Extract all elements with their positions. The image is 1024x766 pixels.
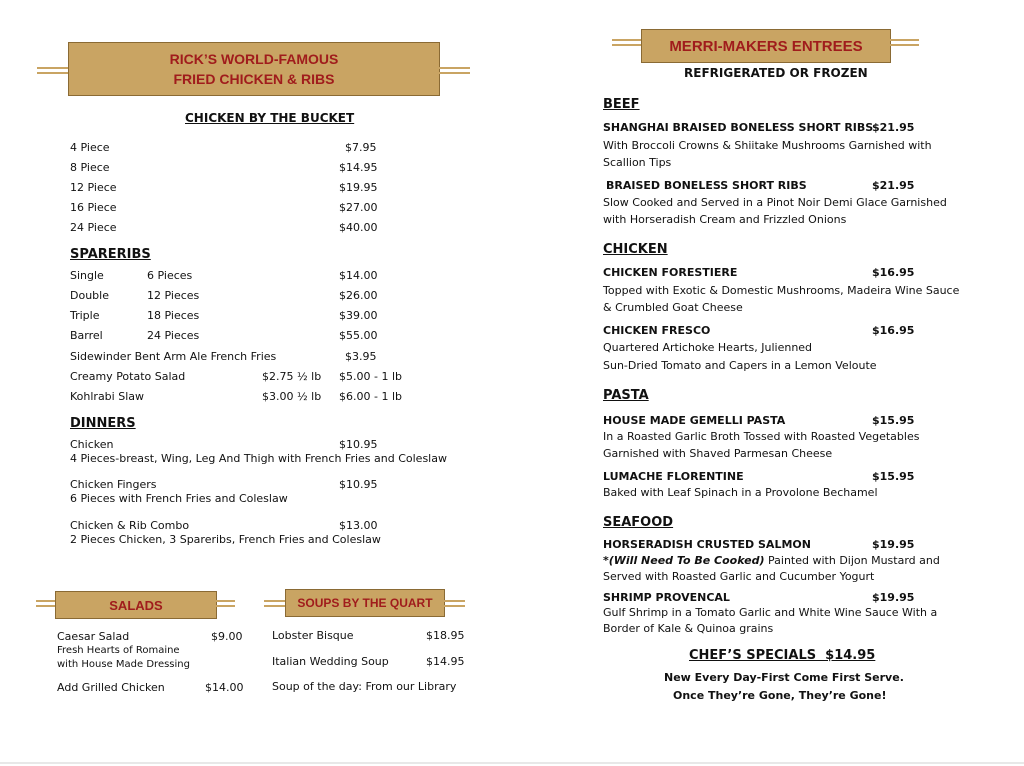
sparerib-price: $14.00 [339, 269, 378, 282]
dinners-heading: DINNERS [70, 416, 136, 431]
entree-name: CHICKEN FORESTIERE [603, 266, 738, 279]
entree-desc: & Crumbled Goat Cheese [603, 301, 743, 314]
salmon-desc-rest: Painted with Dijon Mustard and [764, 554, 940, 567]
dinner-desc: 2 Pieces Chicken, 3 Spareribs, French Fries and Coleslaw [70, 533, 381, 546]
caesar-desc: with House Made Dressing [57, 659, 190, 670]
salads-rule-left [36, 597, 56, 610]
bucket-item-name: 12 Piece [70, 181, 117, 194]
entree-desc: Served with Roasted Garlic and Cucumber Yogurt [603, 570, 875, 583]
seafood-heading: SEAFOOD [603, 515, 674, 530]
sparerib-price: $39.00 [339, 309, 378, 322]
entree-desc: with Horseradish Cream and Frizzled Onions [603, 213, 847, 226]
banner-rule-right [438, 64, 470, 77]
entree-desc: Gulf Shrimp in a Tomato Garlic and White Wine Sauce With a [603, 606, 938, 619]
entree-name: HORSERADISH CRUSTED SALMON [603, 538, 811, 551]
soup-name: Italian Wedding Soup [272, 655, 389, 668]
entrees-rule-right [889, 36, 919, 49]
sparerib-qty: 18 Pieces [147, 309, 200, 322]
grilled-chicken-name: Add Grilled Chicken [57, 681, 165, 694]
bucket-item-name: 8 Piece [70, 161, 110, 174]
entree-desc: In a Roasted Garlic Broth Tossed with Roasted Vegetables [603, 430, 920, 443]
slaw-name: Kohlrabi Slaw [70, 390, 144, 403]
sparerib-qty: 24 Pieces [147, 329, 200, 342]
caesar-price: $9.00 [211, 630, 243, 643]
sparerib-name: Single [70, 269, 104, 282]
bucket-item-price: $19.95 [339, 181, 378, 194]
sparerib-qty: 6 Pieces [147, 269, 193, 282]
soup-of-day: Soup of the day: From our Library [272, 680, 457, 693]
entree-price: $16.95 [872, 324, 915, 337]
entree-desc: With Broccoli Crowns & Shiitake Mushrooms Garnished with [603, 139, 932, 152]
sparerib-name: Double [70, 289, 109, 302]
entree-desc: Slow Cooked and Served in a Pinot Noir Demi Glace Garnished [603, 196, 947, 209]
entree-name: HOUSE MADE GEMELLI PASTA [603, 414, 786, 427]
chicken-ribs-banner [68, 42, 440, 96]
spareribs-heading: SPARERIBS [70, 247, 151, 262]
entree-desc: Scallion Tips [603, 156, 672, 169]
bucket-item-name: 4 Piece [70, 141, 110, 154]
dinner-price: $10.95 [339, 478, 378, 491]
entree-price: $21.95 [872, 121, 915, 134]
bucket-item-price: $27.00 [339, 201, 378, 214]
cook-note: *(Will Need To Be Cooked) [603, 554, 765, 567]
soup-price: $18.95 [426, 629, 465, 642]
potato-salad-half: $2.75 ½ lb [262, 370, 322, 383]
fries-price: $3.95 [345, 350, 377, 363]
banner-line-2: FRIED CHICKEN & RIBS [173, 71, 335, 87]
slaw-half: $3.00 ½ lb [262, 390, 322, 403]
chefs-specials-heading: CHEF’S SPECIALS $14.95 [689, 648, 876, 663]
entree-desc: Sun-Dried Tomato and Capers in a Lemon Veloute [603, 359, 877, 372]
fries-name: Sidewinder Bent Arm Ale French Fries [70, 350, 277, 363]
caesar-name: Caesar Salad [57, 630, 130, 643]
grilled-chicken-price: $14.00 [205, 681, 244, 694]
entree-name: SHANGHAI BRAISED BONELESS SHORT RIBS [603, 121, 874, 134]
dinner-name: Chicken & Rib Combo [70, 519, 190, 532]
entree-name: CHICKEN FRESCO [603, 324, 711, 337]
salads-banner: SALADS [55, 591, 217, 619]
entree-price: $15.95 [872, 470, 915, 483]
dinner-price: $10.95 [339, 438, 378, 451]
sparerib-name: Barrel [70, 329, 103, 342]
specials-line: New Every Day-First Come First Serve. [664, 671, 904, 684]
salads-rule-right [215, 597, 235, 610]
soups-rule-right [443, 597, 465, 610]
entree-desc: Topped with Exotic & Domestic Mushrooms, Madeira Wine Sauce [603, 284, 960, 297]
sparerib-name: Triple [70, 309, 100, 322]
entrees-banner: MERRI-MAKERS ENTREES [641, 29, 891, 63]
dinner-name: Chicken [70, 438, 114, 451]
sparerib-price: $26.00 [339, 289, 378, 302]
soup-name: Lobster Bisque [272, 629, 354, 642]
banner-rule-left [37, 64, 69, 77]
dinner-name: Chicken Fingers [70, 478, 157, 491]
caesar-desc: Fresh Hearts of Romaine [57, 645, 180, 656]
potato-salad-name: Creamy Potato Salad [70, 370, 186, 383]
pasta-heading: PASTA [603, 388, 649, 403]
sparerib-qty: 12 Pieces [147, 289, 200, 302]
bucket-item-name: 24 Piece [70, 221, 117, 234]
bucket-heading: CHICKEN BY THE BUCKET [185, 111, 355, 125]
entree-desc: Baked with Leaf Spinach in a Provolone Bechamel [603, 486, 878, 499]
entree-price: $21.95 [872, 179, 915, 192]
entree-name: BRAISED BONELESS SHORT RIBS [606, 179, 807, 192]
entree-desc: Garnished with Shaved Parmesan Cheese [603, 447, 833, 460]
entrees-subtitle: REFRIGERATED OR FROZEN [684, 66, 868, 80]
entree-desc: Border of Kale & Quinoa grains [603, 622, 774, 635]
entree-desc [603, 554, 940, 567]
sparerib-price: $55.00 [339, 329, 378, 342]
entree-desc: Quartered Artichoke Hearts, Julienned [603, 341, 813, 354]
soup-price: $14.95 [426, 655, 465, 668]
potato-salad-full: $5.00 - 1 lb [339, 370, 402, 383]
entrees-rule-left [612, 36, 642, 49]
entree-price: $19.95 [872, 538, 915, 551]
chicken-heading: CHICKEN [603, 242, 668, 257]
entree-price: $15.95 [872, 414, 915, 427]
beef-heading: BEEF [603, 97, 640, 112]
banner-line-1: RICK’S WORLD-FAMOUS [169, 51, 339, 67]
entree-name: LUMACHE FLORENTINE [603, 470, 744, 483]
entree-name: SHRIMP PROVENCAL [603, 591, 730, 604]
dinner-desc: 6 Pieces with French Fries and Coleslaw [70, 492, 288, 505]
dinner-price: $13.00 [339, 519, 378, 532]
bucket-item-price: $40.00 [339, 221, 378, 234]
slaw-full: $6.00 - 1 lb [339, 390, 402, 403]
specials-line: Once They’re Gone, They’re Gone! [673, 689, 887, 702]
bucket-item-name: 16 Piece [70, 201, 117, 214]
dinner-desc: 4 Pieces-breast, Wing, Leg And Thigh with French Fries and Coleslaw [70, 452, 447, 465]
soups-rule-left [264, 597, 286, 610]
bucket-item-price: $14.95 [339, 161, 378, 174]
soups-banner: SOUPS BY THE QUART [285, 589, 445, 617]
bucket-item-price: $7.95 [345, 141, 377, 154]
page-bottom-border [0, 762, 1024, 764]
entree-price: $19.95 [872, 591, 915, 604]
entree-price: $16.95 [872, 266, 915, 279]
